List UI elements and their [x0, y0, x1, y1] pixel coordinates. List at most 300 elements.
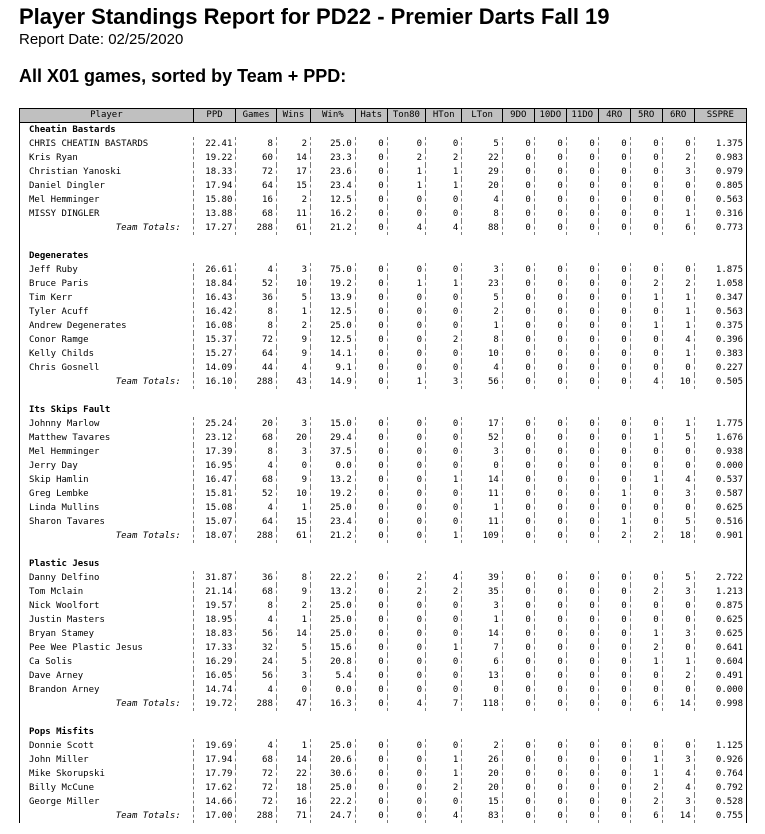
stat-cell: 0 [598, 417, 630, 431]
stat-cell: 0.587 [694, 487, 746, 501]
stat-cell: 0 [502, 319, 534, 333]
stat-cell: 0 [387, 669, 425, 683]
stat-cell: 5 [462, 137, 503, 151]
stat-cell: 17.39 [193, 445, 236, 459]
stat-cell: 0 [630, 683, 662, 697]
stat-cell: 21.14 [193, 585, 236, 599]
stat-cell: 5 [662, 571, 694, 585]
stat-cell: 0 [598, 641, 630, 655]
stat-cell: 52 [236, 487, 277, 501]
stat-cell: 0 [566, 627, 598, 641]
team-header-row [20, 249, 747, 263]
stat-cell: 5 [662, 431, 694, 445]
stat-cell: 0 [502, 599, 534, 613]
stat-cell: 0 [630, 459, 662, 473]
column-header: 10DO [534, 109, 566, 123]
stat-cell: 0 [566, 319, 598, 333]
stat-cell: 14.9 [310, 375, 355, 389]
stat-cell: 4 [236, 459, 277, 473]
stat-cell: 0 [534, 431, 566, 445]
stat-cell: 0 [502, 627, 534, 641]
stat-cell: 18.84 [193, 277, 236, 291]
stat-cell: 0 [630, 417, 662, 431]
stat-cell: 15.08 [193, 501, 236, 515]
stat-cell: 19.22 [193, 151, 236, 165]
stat-cell: 1.125 [694, 739, 746, 753]
stat-cell: 1.058 [694, 277, 746, 291]
stat-cell: 23.4 [310, 515, 355, 529]
stat-cell: 3 [662, 795, 694, 809]
stat-cell: 25.0 [310, 781, 355, 795]
team-totals-label: Team Totals: [20, 697, 194, 711]
stat-cell: 68 [236, 207, 277, 221]
stat-cell: 8 [236, 599, 277, 613]
stat-cell: 10 [662, 375, 694, 389]
team-totals-row [20, 809, 747, 823]
stat-cell: 4 [662, 473, 694, 487]
table-row [20, 207, 747, 221]
stat-cell: 60 [236, 151, 277, 165]
stat-cell: 0 [426, 515, 462, 529]
player-name: Daniel Dingler [20, 179, 194, 193]
stat-cell: 14 [276, 753, 310, 767]
stat-cell: 1 [426, 277, 462, 291]
stat-cell: 0 [387, 781, 425, 795]
stat-cell: 0 [566, 137, 598, 151]
player-name: Bryan Stamey [20, 627, 194, 641]
stat-cell: 0 [598, 221, 630, 235]
stat-cell: 0 [502, 207, 534, 221]
stat-cell: 0 [387, 795, 425, 809]
stat-cell: 0 [534, 445, 566, 459]
stat-cell: 109 [462, 529, 503, 543]
stat-cell: 0 [355, 655, 387, 669]
stat-cell: 0 [630, 361, 662, 375]
stat-cell: 0.528 [694, 795, 746, 809]
stat-cell: 0 [426, 137, 462, 151]
stat-cell: 0 [662, 137, 694, 151]
stat-cell: 0 [276, 683, 310, 697]
stat-cell: 4 [426, 221, 462, 235]
stat-cell: 16.42 [193, 305, 236, 319]
stat-cell: 1 [462, 613, 503, 627]
stat-cell: 1 [276, 501, 310, 515]
stat-cell: 0 [566, 347, 598, 361]
stat-cell: 12.5 [310, 333, 355, 347]
column-header: Games [236, 109, 277, 123]
stat-cell: 9 [276, 585, 310, 599]
stat-cell: 0 [630, 501, 662, 515]
team-header-row [20, 725, 747, 739]
stat-cell: 0 [387, 613, 425, 627]
stat-cell: 0 [534, 515, 566, 529]
stat-cell: 16 [276, 795, 310, 809]
column-header: Win% [310, 109, 355, 123]
stat-cell: 0 [355, 333, 387, 347]
stat-cell: 0 [502, 571, 534, 585]
stat-cell: 0 [566, 221, 598, 235]
stat-cell: 0 [598, 193, 630, 207]
stat-cell: 0 [355, 221, 387, 235]
stat-cell: 4 [630, 375, 662, 389]
stat-cell: 8 [276, 571, 310, 585]
stat-cell: 0 [387, 753, 425, 767]
stat-cell: 0 [355, 291, 387, 305]
stat-cell: 13.9 [310, 291, 355, 305]
stat-cell: 0 [566, 179, 598, 193]
stat-cell: 0.0 [310, 459, 355, 473]
stat-cell: 0.926 [694, 753, 746, 767]
stat-cell: 0 [566, 655, 598, 669]
stat-cell: 10 [462, 347, 503, 361]
player-name: CHRIS CHEATIN BASTARDS [20, 137, 194, 151]
stat-cell: 9 [276, 347, 310, 361]
stat-cell: 5 [462, 291, 503, 305]
stat-cell: 0 [426, 501, 462, 515]
stat-cell: 1 [276, 739, 310, 753]
stat-cell: 0 [534, 753, 566, 767]
stat-cell: 1 [630, 319, 662, 333]
table-row [20, 445, 747, 459]
stat-cell: 288 [236, 221, 277, 235]
table-row [20, 417, 747, 431]
table-row [20, 165, 747, 179]
stat-cell: 0 [598, 655, 630, 669]
stat-cell: 0 [355, 193, 387, 207]
stat-cell: 0 [387, 347, 425, 361]
stat-cell: 0 [355, 151, 387, 165]
column-header: 4RO [598, 109, 630, 123]
stat-cell: 68 [236, 473, 277, 487]
stat-cell: 0.625 [694, 613, 746, 627]
stat-cell: 16.43 [193, 291, 236, 305]
stat-cell: 5.4 [310, 669, 355, 683]
stat-cell: 0 [534, 697, 566, 711]
player-name: Jerry Day [20, 459, 194, 473]
stat-cell: 0.625 [694, 627, 746, 641]
stat-cell: 1.875 [694, 263, 746, 277]
team-header-row [20, 557, 747, 571]
stat-cell: 0 [566, 767, 598, 781]
table-row [20, 487, 747, 501]
stat-cell: 0 [387, 263, 425, 277]
stat-cell: 32 [236, 641, 277, 655]
stat-cell: 0 [598, 207, 630, 221]
table-row [20, 599, 747, 613]
stat-cell: 0 [566, 207, 598, 221]
stat-cell: 0 [566, 305, 598, 319]
stat-cell: 0 [598, 319, 630, 333]
stat-cell: 0 [566, 683, 598, 697]
stat-cell: 2 [276, 599, 310, 613]
stat-cell: 14.09 [193, 361, 236, 375]
stat-cell: 22.2 [310, 795, 355, 809]
stat-cell: 0 [387, 809, 425, 823]
stat-cell: 1 [630, 627, 662, 641]
stat-cell: 25.0 [310, 613, 355, 627]
stat-cell: 0 [387, 207, 425, 221]
stat-cell: 0 [566, 417, 598, 431]
stat-cell: 17 [462, 417, 503, 431]
stat-cell: 0 [534, 459, 566, 473]
stat-cell: 1 [630, 655, 662, 669]
stat-cell: 29 [462, 165, 503, 179]
player-name: MISSY DINGLER [20, 207, 194, 221]
stat-cell: 0 [426, 669, 462, 683]
stat-cell: 0 [502, 767, 534, 781]
stat-cell: 0.383 [694, 347, 746, 361]
stat-cell: 4 [236, 263, 277, 277]
player-name: John Miller [20, 753, 194, 767]
stat-cell: 0 [502, 669, 534, 683]
stat-cell: 0.227 [694, 361, 746, 375]
player-name: Billy McCune [20, 781, 194, 795]
stat-cell: 23.3 [310, 151, 355, 165]
stat-cell: 0 [566, 739, 598, 753]
stat-cell: 0 [387, 739, 425, 753]
team-totals-label: Team Totals: [20, 375, 194, 389]
stat-cell: 71 [276, 809, 310, 823]
stat-cell: 0 [662, 179, 694, 193]
stat-cell: 0 [387, 599, 425, 613]
stat-cell: 20.6 [310, 753, 355, 767]
stat-cell: 0 [355, 613, 387, 627]
stat-cell: 35 [462, 585, 503, 599]
stat-cell: 2.722 [694, 571, 746, 585]
stat-cell: 0 [566, 585, 598, 599]
stat-cell: 0.792 [694, 781, 746, 795]
stat-cell: 0 [387, 501, 425, 515]
stat-cell: 0 [534, 207, 566, 221]
stat-cell: 0 [387, 627, 425, 641]
table-row [20, 333, 747, 347]
stat-cell: 0 [502, 375, 534, 389]
stat-cell: 2 [630, 641, 662, 655]
stat-cell: 0 [502, 193, 534, 207]
team-totals-label: Team Totals: [20, 529, 194, 543]
stat-cell: 0 [534, 683, 566, 697]
player-name: Greg Lembke [20, 487, 194, 501]
stat-cell: 0 [502, 515, 534, 529]
player-name: Kris Ryan [20, 151, 194, 165]
player-name: Linda Mullins [20, 501, 194, 515]
table-row [20, 151, 747, 165]
stat-cell: 17.33 [193, 641, 236, 655]
stat-cell: 0 [630, 613, 662, 627]
stat-cell: 0.805 [694, 179, 746, 193]
stat-cell: 2 [630, 529, 662, 543]
stat-cell: 2 [387, 571, 425, 585]
stat-cell: 4 [462, 193, 503, 207]
stat-cell: 0.625 [694, 501, 746, 515]
spacer-cell [20, 543, 747, 557]
stat-cell: 68 [236, 753, 277, 767]
stat-cell: 0 [355, 459, 387, 473]
column-header: 9DO [502, 109, 534, 123]
stat-cell: 0 [502, 277, 534, 291]
stat-cell: 24.7 [310, 809, 355, 823]
stat-cell: 19.69 [193, 739, 236, 753]
stat-cell: 9.1 [310, 361, 355, 375]
stat-cell: 23.4 [310, 179, 355, 193]
stat-cell: 288 [236, 697, 277, 711]
stat-cell: 1 [426, 641, 462, 655]
stat-cell: 23.6 [310, 165, 355, 179]
table-row [20, 767, 747, 781]
stat-cell: 0 [426, 207, 462, 221]
column-header: 11DO [566, 109, 598, 123]
stat-cell: 2 [276, 137, 310, 151]
stat-cell: 18.95 [193, 613, 236, 627]
stat-cell: 15.37 [193, 333, 236, 347]
table-row [20, 347, 747, 361]
stat-cell: 0 [566, 431, 598, 445]
table-row [20, 319, 747, 333]
table-row [20, 473, 747, 487]
stat-cell: 0 [387, 641, 425, 655]
stat-cell: 4 [662, 333, 694, 347]
stat-cell: 0 [598, 795, 630, 809]
player-name: Tim Kerr [20, 291, 194, 305]
stat-cell: 4 [662, 767, 694, 781]
stat-cell: 16.95 [193, 459, 236, 473]
stat-cell: 64 [236, 179, 277, 193]
stat-cell: 0 [355, 445, 387, 459]
stat-cell: 72 [236, 165, 277, 179]
stat-cell: 2 [387, 585, 425, 599]
stat-cell: 13.88 [193, 207, 236, 221]
stat-cell: 0 [355, 361, 387, 375]
stat-cell: 0.983 [694, 151, 746, 165]
table-row [20, 137, 747, 151]
spacer-row [20, 235, 747, 249]
stat-cell: 0 [534, 361, 566, 375]
team-name: Pops Misfits [20, 725, 747, 739]
stat-cell: 0 [426, 487, 462, 501]
table-row [20, 277, 747, 291]
stat-cell: 0 [598, 613, 630, 627]
stat-cell: 56 [236, 669, 277, 683]
stat-cell: 47 [276, 697, 310, 711]
stat-cell: 0.755 [694, 809, 746, 823]
stat-cell: 4 [387, 221, 425, 235]
stat-cell: 0 [355, 571, 387, 585]
stat-cell: 0 [426, 613, 462, 627]
stat-cell: 2 [630, 277, 662, 291]
team-totals-row [20, 697, 747, 711]
stat-cell: 14 [462, 627, 503, 641]
stat-cell: 1 [426, 179, 462, 193]
player-name: Conor Ramge [20, 333, 194, 347]
stat-cell: 0 [598, 669, 630, 683]
stat-cell: 0 [426, 305, 462, 319]
stat-cell: 29.4 [310, 431, 355, 445]
stat-cell: 0 [598, 333, 630, 347]
stat-cell: 288 [236, 375, 277, 389]
table-row [20, 263, 747, 277]
stat-cell: 0 [387, 473, 425, 487]
stat-cell: 52 [236, 277, 277, 291]
stat-cell: 15.6 [310, 641, 355, 655]
stat-cell: 2 [462, 305, 503, 319]
stat-cell: 0.563 [694, 305, 746, 319]
stat-cell: 2 [630, 585, 662, 599]
team-header-row [20, 123, 747, 138]
stat-cell: 0 [598, 473, 630, 487]
stat-cell: 31.87 [193, 571, 236, 585]
stat-cell: 0 [355, 137, 387, 151]
team-header-row [20, 403, 747, 417]
stat-cell: 19.2 [310, 487, 355, 501]
stat-cell: 19.57 [193, 599, 236, 613]
stat-cell: 1 [426, 753, 462, 767]
column-header: SSPRE [694, 109, 746, 123]
table-row [20, 515, 747, 529]
table-row [20, 627, 747, 641]
player-name: Tyler Acuff [20, 305, 194, 319]
stat-cell: 0 [426, 599, 462, 613]
column-header: PPD [193, 109, 236, 123]
stat-cell: 0 [598, 739, 630, 753]
stat-cell: 1.375 [694, 137, 746, 151]
stat-cell: 0 [566, 781, 598, 795]
stat-cell: 0 [426, 655, 462, 669]
report-date: Report Date: 02/25/2020 [19, 31, 184, 48]
stat-cell: 25.0 [310, 137, 355, 151]
column-header: 5RO [630, 109, 662, 123]
stat-cell: 0 [630, 571, 662, 585]
stat-cell: 0 [534, 179, 566, 193]
stat-cell: 8 [236, 305, 277, 319]
stat-cell: 64 [236, 347, 277, 361]
stat-cell: 0 [598, 599, 630, 613]
player-name: Johnny Marlow [20, 417, 194, 431]
stat-cell: 10 [276, 277, 310, 291]
stat-cell: 25.0 [310, 599, 355, 613]
stat-cell: 4 [236, 613, 277, 627]
stat-cell: 4 [426, 571, 462, 585]
stat-cell: 0 [355, 375, 387, 389]
team-name: Cheatin Bastards [20, 123, 747, 138]
stat-cell: 0.396 [694, 333, 746, 347]
stat-cell: 8 [236, 319, 277, 333]
stat-cell: 15.80 [193, 193, 236, 207]
stat-cell: 25.0 [310, 501, 355, 515]
stat-cell: 0.604 [694, 655, 746, 669]
stat-cell: 0 [355, 347, 387, 361]
table-row [20, 459, 747, 473]
team-name: Its Skips Fault [20, 403, 747, 417]
stat-cell: 0 [598, 767, 630, 781]
stat-cell: 3 [662, 487, 694, 501]
player-name: Mel Hemminger [20, 193, 194, 207]
stat-cell: 8 [462, 207, 503, 221]
stat-cell: 2 [630, 795, 662, 809]
stat-cell: 0 [566, 529, 598, 543]
stat-cell: 0 [566, 599, 598, 613]
stat-cell: 0 [534, 627, 566, 641]
stat-cell: 17 [276, 165, 310, 179]
player-name: Dave Arney [20, 669, 194, 683]
stat-cell: 0 [630, 669, 662, 683]
stat-cell: 0 [355, 599, 387, 613]
stat-cell: 2 [662, 669, 694, 683]
stat-cell: 0 [355, 753, 387, 767]
table-row [20, 193, 747, 207]
stat-cell: 0 [355, 767, 387, 781]
stat-cell: 0 [534, 487, 566, 501]
stat-cell: 0 [355, 431, 387, 445]
